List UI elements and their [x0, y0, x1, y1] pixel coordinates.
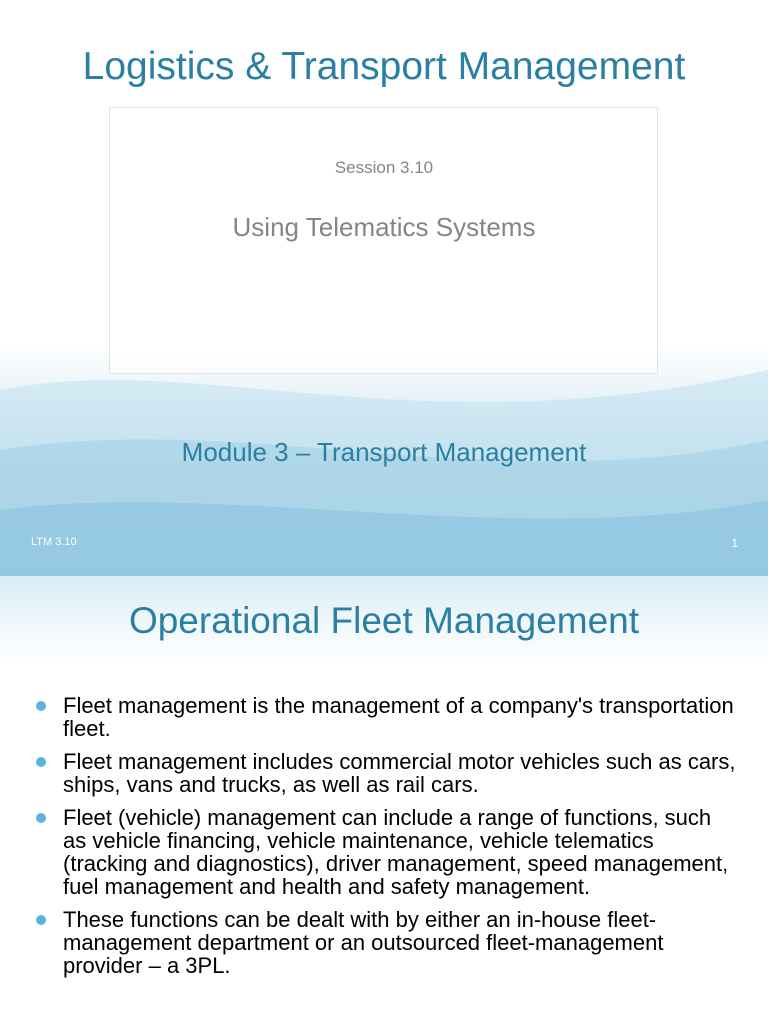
- page-number: 1: [731, 536, 738, 550]
- module-label: Module 3 – Transport Management: [181, 437, 587, 467]
- bullet-text: Fleet (vehicle) management can include a range of functions, such as vehicle financing, vehicle maintenance, vehicle telematics (tracking and diagnostics), driver management, speed management, fuel management and health and safety management.: [63, 805, 729, 899]
- bullet-dot-icon: [36, 701, 46, 711]
- session-label: Session 3.10: [334, 158, 434, 177]
- bullet-text: Fleet management includes commercial motor vehicles such as cars, ships, vans and trucks, as well as rail cars.: [63, 749, 736, 797]
- bullet-dot-icon: [36, 915, 46, 925]
- footer-label: LTM 3.10: [31, 536, 77, 548]
- presentation-title: Logistics & Transport Management: [82, 45, 686, 88]
- bullet-text: These functions can be dealt with by either an in-house fleet-management department or an outsourced fleet-management provider – a 3PL.: [63, 907, 664, 978]
- bullet-dot-icon: [36, 757, 46, 767]
- bullet-text: Fleet management is the management of a company's transportation fleet.: [63, 693, 734, 741]
- list-item: [36, 908, 736, 977]
- bullet-list: [36, 694, 736, 987]
- list-item: [36, 694, 736, 740]
- slide-heading: Operational Fleet Management: [128, 600, 640, 641]
- session-subtitle: Using Telematics Systems: [232, 212, 536, 242]
- bullet-dot-icon: [36, 813, 46, 823]
- list-item: [36, 750, 736, 796]
- slide-2: [0, 576, 768, 1024]
- list-item: [36, 806, 736, 898]
